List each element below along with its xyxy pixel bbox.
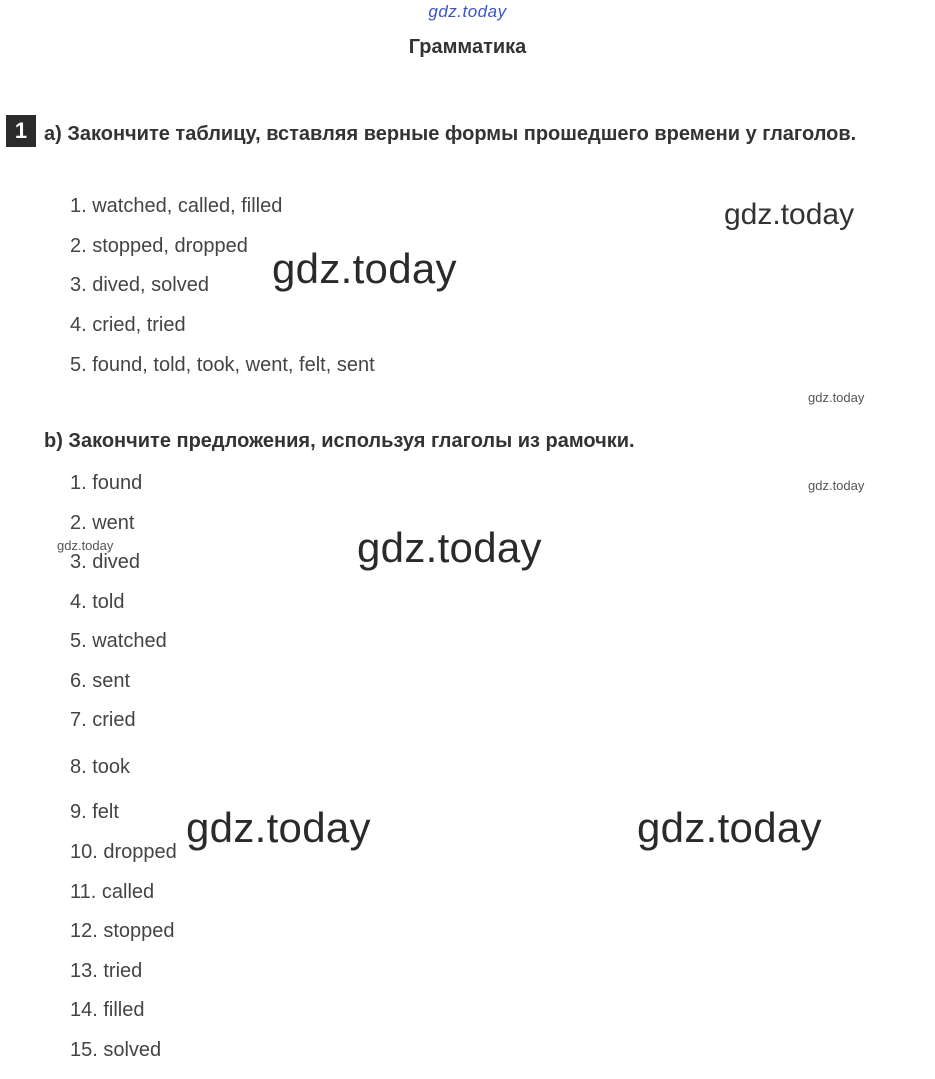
part-a-item: 5. found, told, took, went, felt, sent xyxy=(70,354,375,376)
part-b-item: 2. went xyxy=(70,512,135,534)
part-a-item: 2. stopped, dropped xyxy=(70,235,248,257)
part-b-item: 12. stopped xyxy=(70,920,175,942)
part-a-item: 3. dived, solved xyxy=(70,274,209,296)
part-b-item: 15. solved xyxy=(70,1039,162,1061)
part-a-instruction: a) Закончите таблицу, вставляя верные формы прошедшего времени у глаголов. xyxy=(44,123,857,145)
part-b-instruction: b) Закончите предложения, используя глаголы из рамочки. xyxy=(44,430,635,452)
watermark: gdz.today xyxy=(724,198,855,231)
part-b-item: 6. sent xyxy=(70,670,131,692)
part-b-item: 10. dropped xyxy=(70,841,177,863)
watermark: gdz.today xyxy=(808,390,865,405)
part-a-item: 1. watched, called, filled xyxy=(70,195,283,217)
part-b-item: 11. called xyxy=(70,881,155,903)
page-title: Грамматика xyxy=(408,36,527,58)
watermark: gdz.today xyxy=(272,245,457,292)
part-b-item: 8. took xyxy=(70,756,131,778)
watermark: gdz.today xyxy=(808,478,865,493)
watermark: gdz.today xyxy=(357,524,542,571)
part-b-item: 9. felt xyxy=(70,801,119,823)
part-b-item: 13. tried xyxy=(70,960,143,982)
top-watermark: gdz.today xyxy=(428,2,507,21)
part-b-item: 3. dived xyxy=(70,551,141,573)
part-b-item: 14. filled xyxy=(70,999,145,1021)
part-b-item: 7. cried xyxy=(70,709,136,731)
watermark: gdz.today xyxy=(57,538,114,553)
watermark: gdz.today xyxy=(637,804,822,851)
part-b-item: 5. watched xyxy=(70,630,167,652)
part-b-item: 4. told xyxy=(70,591,125,613)
part-a-item: 4. cried, tried xyxy=(70,314,186,336)
part-b-item: 1. found xyxy=(70,472,143,494)
watermark: gdz.today xyxy=(186,804,371,851)
exercise-number-badge: 1 xyxy=(6,115,36,147)
